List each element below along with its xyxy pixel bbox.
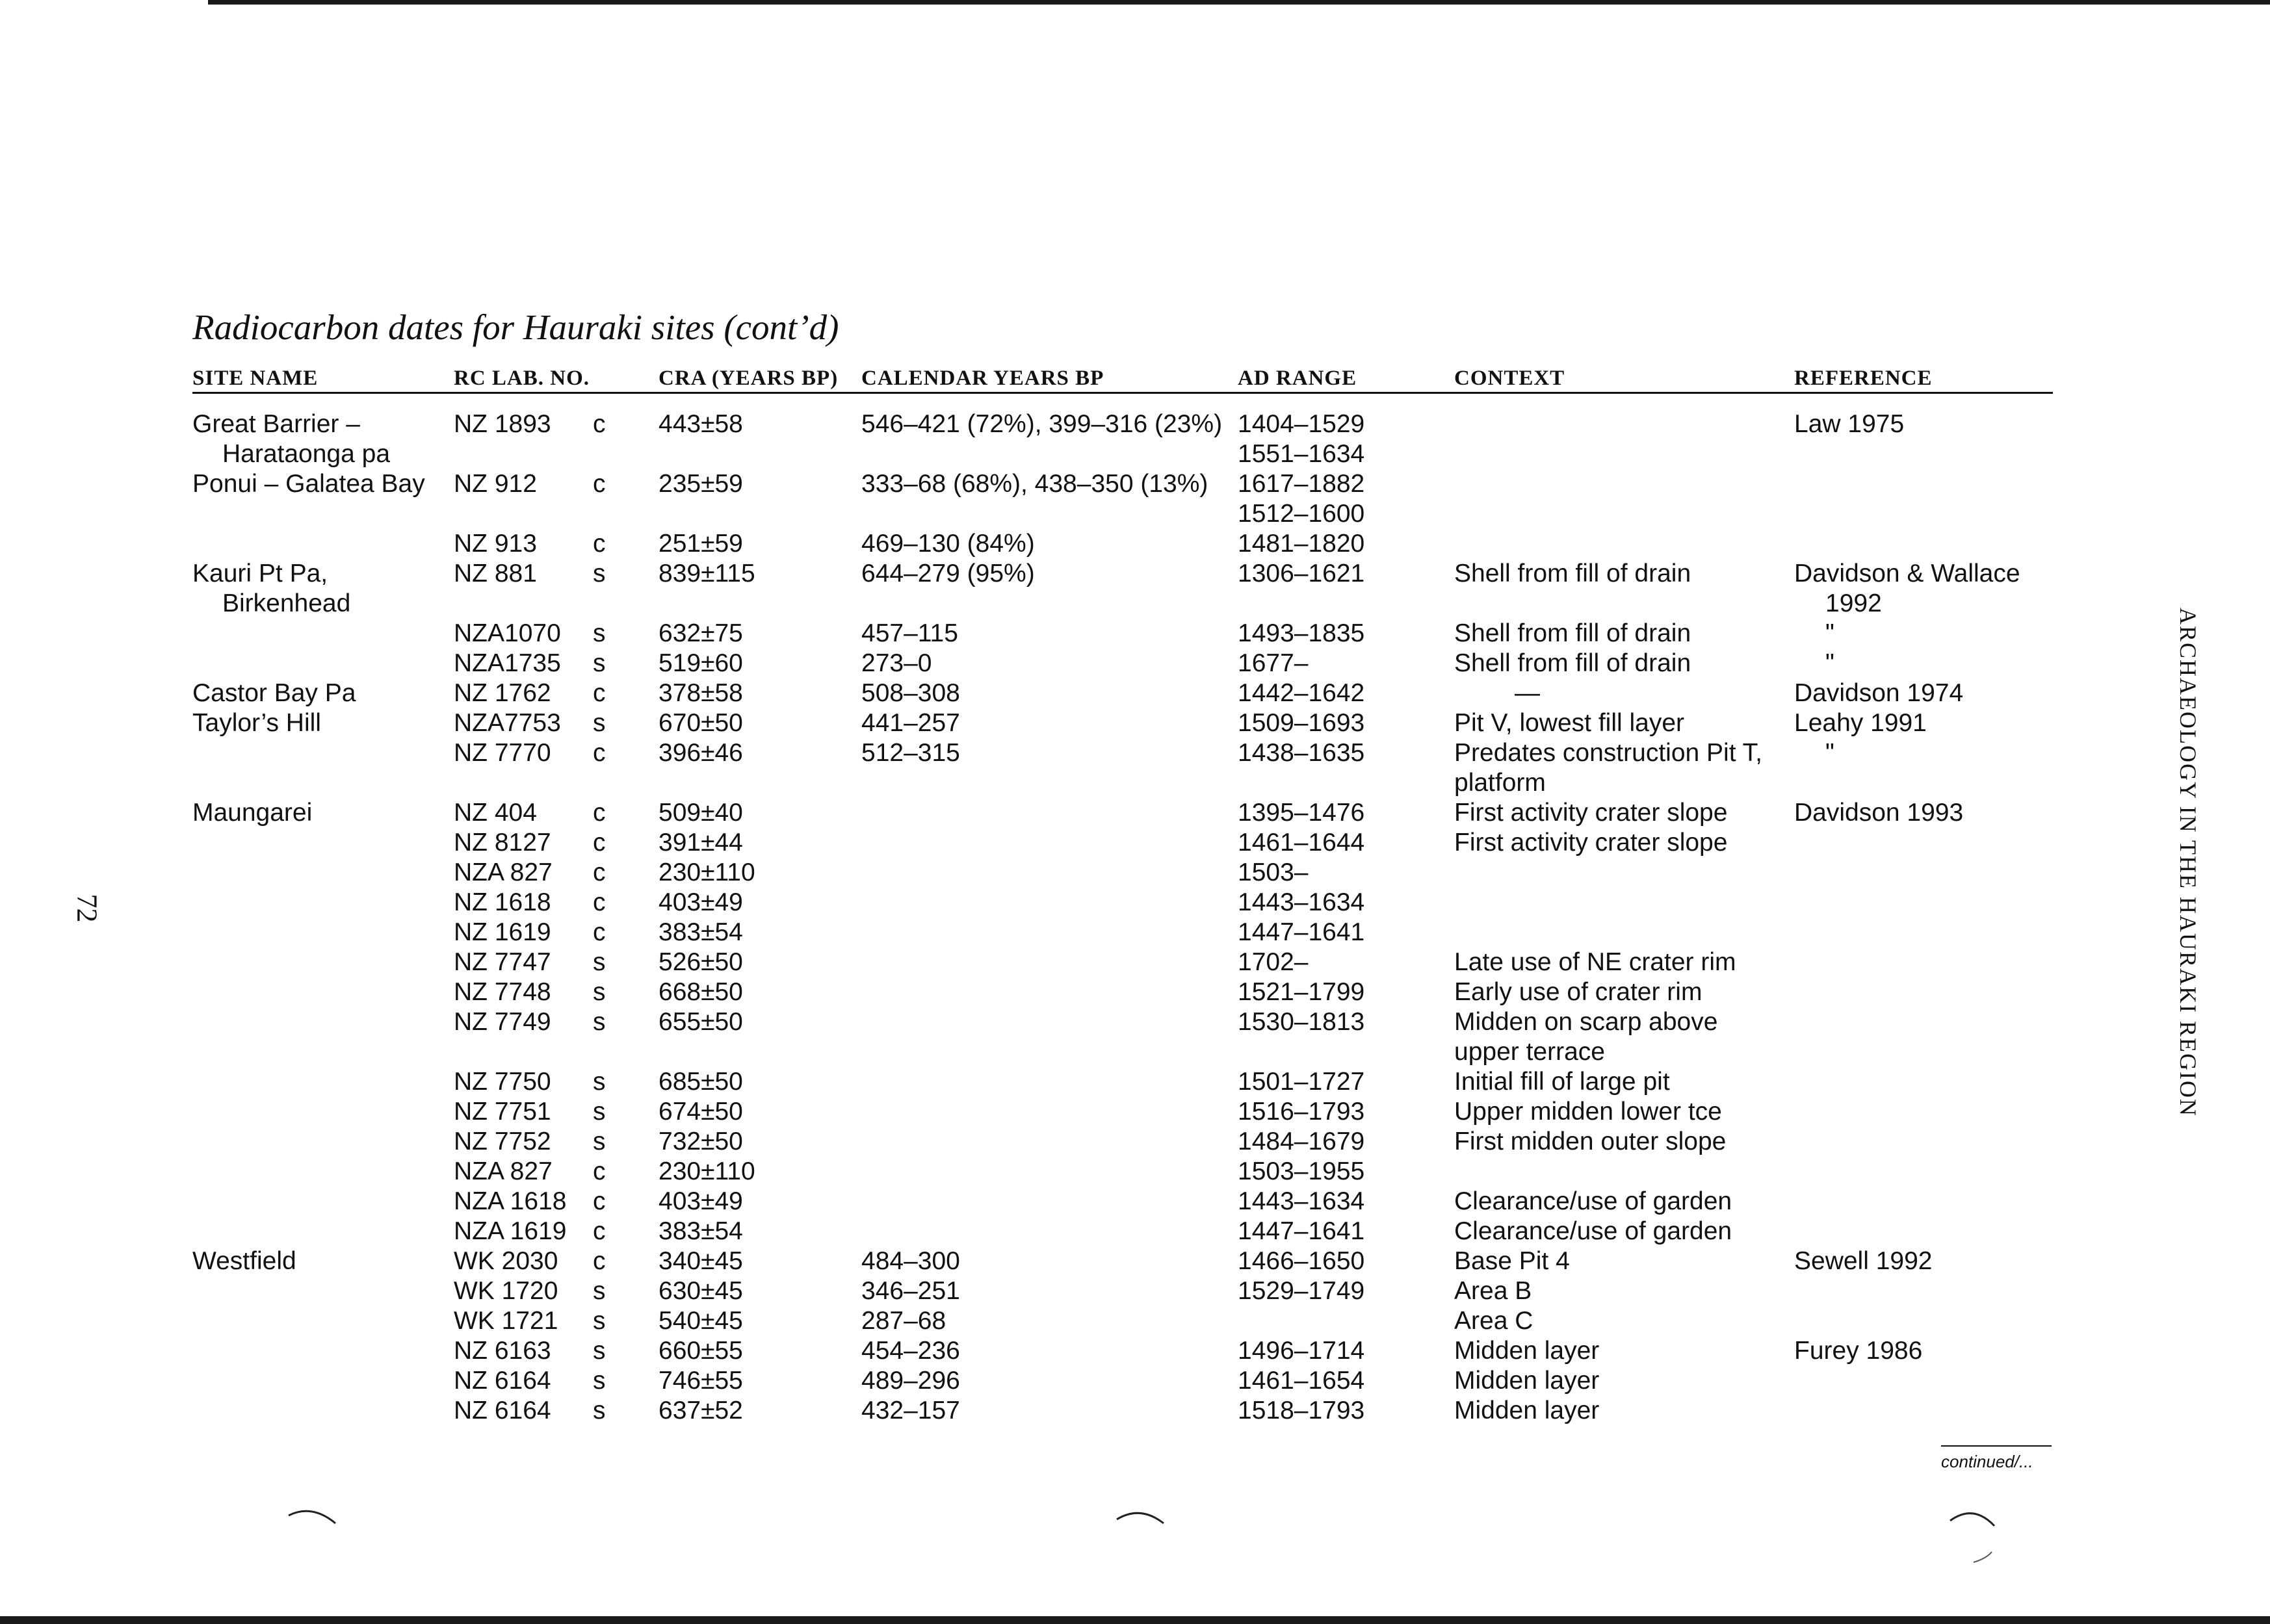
top-scan-border	[208, 0, 2270, 5]
rc-lab-no-cell: NZ 1619	[454, 918, 551, 946]
context-cell: upper terrace	[1454, 1038, 1605, 1066]
ad-range-cell: 1516–1793	[1238, 1098, 1365, 1126]
cra-cell: 637±52	[659, 1397, 743, 1424]
table-row	[0, 1336, 2270, 1366]
continued-note: continued/...	[1941, 1452, 2033, 1471]
ad-range-cell: 1530–1813	[1238, 1008, 1365, 1036]
ad-range-cell: 1481–1820	[1238, 530, 1365, 558]
scan-arc-mark-center	[1114, 1506, 1166, 1526]
table-row	[0, 678, 2270, 708]
cra-cell: 509±40	[659, 799, 743, 827]
ad-range-cell: 1518–1793	[1238, 1397, 1365, 1424]
rc-lab-no-cell: NZA7753	[454, 709, 561, 737]
cra-cell: 630±45	[659, 1277, 743, 1305]
rc-lab-no-cell: WK 2030	[454, 1247, 558, 1275]
site-name-cell: Maungarei	[192, 799, 313, 827]
ad-range-cell: 1551–1634	[1238, 440, 1365, 468]
table-row	[0, 708, 2270, 738]
sample-type-cell: c	[593, 918, 606, 946]
site-name-cell: Kauri Pt Pa,	[192, 560, 328, 587]
sample-type-cell: c	[593, 1247, 606, 1275]
context-cell: Midden layer	[1454, 1397, 1600, 1424]
context-cell: First activity crater slope	[1454, 829, 1728, 857]
cra-cell: 391±44	[659, 829, 743, 857]
rc-lab-no-cell: NZ 1893	[454, 410, 551, 438]
reference-cell: Leahy 1991	[1794, 709, 1927, 737]
sample-type-cell: s	[593, 619, 606, 647]
reference-cell: Sewell 1992	[1794, 1247, 1933, 1275]
site-name-cell: Great Barrier –	[192, 410, 360, 438]
table-row	[0, 1276, 2270, 1306]
sample-type-cell: c	[593, 799, 606, 827]
ad-range-cell: 1677–	[1238, 649, 1309, 677]
sample-type-cell: s	[593, 1008, 606, 1036]
cra-cell: 383±54	[659, 918, 743, 946]
ad-range-cell: 1443–1634	[1238, 888, 1365, 916]
cra-cell: 235±59	[659, 470, 743, 498]
table-row	[0, 1246, 2270, 1276]
rc-lab-no-cell: NZA 827	[454, 858, 553, 886]
column-header-calendar-years: CALENDAR YEARS BP	[861, 367, 1104, 390]
context-cell: Early use of crater rim	[1454, 978, 1702, 1006]
context-cell: Shell from fill of drain	[1454, 619, 1691, 647]
table-row	[0, 947, 2270, 977]
reference-cell: Furey 1986	[1794, 1337, 1923, 1365]
ad-range-cell: 1466–1650	[1238, 1247, 1365, 1275]
sample-type-cell: s	[593, 1068, 606, 1096]
rc-lab-no-cell: NZ 7752	[454, 1128, 551, 1155]
calendar-years-cell: 333–68 (68%), 438–350 (13%)	[861, 470, 1208, 498]
site-name-cell: Ponui – Galatea Bay	[192, 470, 425, 498]
table-row	[0, 1366, 2270, 1396]
context-cell: Area B	[1454, 1277, 1532, 1305]
sample-type-cell: s	[593, 1397, 606, 1424]
table-row	[0, 977, 2270, 1007]
cra-cell: 746±55	[659, 1367, 743, 1395]
rc-lab-no-cell: NZ 7770	[454, 739, 551, 767]
reference-cell: "	[1825, 649, 1834, 677]
table-title: Radiocarbon dates for Hauraki sites (cont’d)	[192, 307, 839, 347]
ad-range-cell: 1496–1714	[1238, 1337, 1365, 1365]
rc-lab-no-cell: NZ 912	[454, 470, 537, 498]
cra-cell: 668±50	[659, 978, 743, 1006]
ad-range-cell: 1447–1641	[1238, 1217, 1365, 1245]
reference-cell: "	[1825, 619, 1834, 647]
calendar-years-cell: 484–300	[861, 1247, 960, 1275]
continued-rule	[1941, 1445, 2052, 1447]
context-cell: First midden outer slope	[1454, 1128, 1727, 1155]
sample-type-cell: c	[593, 410, 606, 438]
cra-cell: 443±58	[659, 410, 743, 438]
cra-cell: 519±60	[659, 649, 743, 677]
rc-lab-no-cell: NZ 7749	[454, 1008, 551, 1036]
cra-cell: 540±45	[659, 1307, 743, 1335]
table-row	[0, 1217, 2270, 1246]
column-header-cra: CRA (YEARS BP)	[659, 367, 839, 390]
table-row	[0, 858, 2270, 888]
table-body	[0, 409, 2270, 1426]
column-header-rc-lab-no: RC LAB. NO.	[454, 367, 590, 390]
cra-cell: 230±110	[659, 1157, 755, 1185]
calendar-years-cell: 287–68	[861, 1307, 946, 1335]
calendar-years-cell: 644–279 (95%)	[861, 560, 1035, 587]
table-row	[0, 619, 2270, 649]
ad-range-cell: 1512–1600	[1238, 500, 1365, 528]
reference-cell: Davidson & Wallace	[1794, 560, 2020, 587]
context-cell: Clearance/use of garden	[1454, 1217, 1732, 1245]
sample-type-cell: s	[593, 1128, 606, 1155]
cra-cell: 383±54	[659, 1217, 743, 1245]
context-cell: Late use of NE crater rim	[1454, 948, 1736, 976]
rc-lab-no-cell: NZ 6163	[454, 1337, 551, 1365]
sample-type-cell: s	[593, 978, 606, 1006]
rc-lab-no-cell: NZ 6164	[454, 1367, 551, 1395]
ad-range-cell: 1442–1642	[1238, 679, 1365, 707]
cra-cell: 660±55	[659, 1337, 743, 1365]
cra-cell: 732±50	[659, 1128, 743, 1155]
calendar-years-cell: 441–257	[861, 709, 960, 737]
ad-range-cell: 1461–1644	[1238, 829, 1365, 857]
table-row	[0, 738, 2270, 768]
sample-type-cell: c	[593, 739, 606, 767]
rc-lab-no-cell: NZ 913	[454, 530, 537, 558]
table-row	[0, 1157, 2270, 1187]
column-header-ad-range: AD RANGE	[1238, 367, 1357, 390]
rc-lab-no-cell: NZ 1762	[454, 679, 551, 707]
reference-cell: Law 1975	[1794, 410, 1905, 438]
calendar-years-cell: 512–315	[861, 739, 960, 767]
ad-range-cell: 1306–1621	[1238, 560, 1365, 587]
ad-range-cell: 1438–1635	[1238, 739, 1365, 767]
rc-lab-no-cell: NZA 827	[454, 1157, 553, 1185]
calendar-years-cell: 489–296	[861, 1367, 960, 1395]
context-cell: Pit V, lowest fill layer	[1454, 709, 1685, 737]
calendar-years-cell: 457–115	[861, 619, 958, 647]
ad-range-cell: 1395–1476	[1238, 799, 1365, 827]
context-cell: Area C	[1454, 1307, 1533, 1335]
ad-range-cell: 1461–1654	[1238, 1367, 1365, 1395]
sample-type-cell: c	[593, 829, 606, 857]
table-row	[0, 469, 2270, 499]
sample-type-cell: c	[593, 530, 606, 558]
table-row	[0, 918, 2270, 947]
cra-cell: 674±50	[659, 1098, 743, 1126]
sample-type-cell: s	[593, 1098, 606, 1126]
ad-range-cell: 1447–1641	[1238, 918, 1365, 946]
scan-arc-mark-left	[286, 1506, 338, 1526]
context-cell: —	[1515, 679, 1540, 707]
cra-cell: 632±75	[659, 619, 743, 647]
context-cell: Shell from fill of drain	[1454, 649, 1691, 677]
calendar-years-cell: 546–421 (72%), 399–316 (23%)	[861, 410, 1223, 438]
sample-type-cell: c	[593, 679, 606, 707]
running-head: ARCHAEOLOGY IN THE HAURAKI REGION	[2175, 608, 2201, 1117]
site-name-cell: Birkenhead	[222, 589, 351, 617]
sample-type-cell: s	[593, 1277, 606, 1305]
rc-lab-no-cell: NZ 8127	[454, 829, 551, 857]
ad-range-cell: 1493–1835	[1238, 619, 1365, 647]
column-header-site-name: SITE NAME	[192, 367, 319, 390]
table-row	[0, 409, 2270, 439]
ad-range-cell: 1509–1693	[1238, 709, 1365, 737]
context-cell: Shell from fill of drain	[1454, 560, 1691, 587]
table-row	[0, 559, 2270, 589]
calendar-years-cell: 432–157	[861, 1397, 960, 1424]
sample-type-cell: s	[593, 948, 606, 976]
sample-type-cell: c	[593, 858, 606, 886]
page-number: 72	[71, 894, 103, 923]
calendar-years-cell: 273–0	[861, 649, 932, 677]
cra-cell: 670±50	[659, 709, 743, 737]
rc-lab-no-cell: NZ 7748	[454, 978, 551, 1006]
table-row	[0, 1127, 2270, 1157]
ad-range-cell: 1484–1679	[1238, 1128, 1365, 1155]
column-header-context: CONTEXT	[1454, 367, 1565, 390]
context-cell: Base Pit 4	[1454, 1247, 1570, 1275]
rc-lab-no-cell: NZA 1619	[454, 1217, 567, 1245]
sample-type-cell: c	[593, 1157, 606, 1185]
table-row	[0, 499, 2270, 529]
site-name-cell: Castor Bay Pa	[192, 679, 356, 707]
rc-lab-no-cell: NZA1735	[454, 649, 561, 677]
table-row	[0, 1067, 2270, 1097]
rc-lab-no-cell: WK 1721	[454, 1307, 558, 1335]
context-cell: Midden layer	[1454, 1367, 1600, 1395]
rc-lab-no-cell: NZ 7751	[454, 1098, 551, 1126]
ad-range-cell: 1501–1727	[1238, 1068, 1365, 1096]
table-row	[0, 589, 2270, 619]
table-row	[0, 768, 2270, 798]
table-row	[0, 1007, 2270, 1037]
ad-range-cell: 1443–1634	[1238, 1187, 1365, 1215]
rc-lab-no-cell: NZ 1618	[454, 888, 551, 916]
table-row	[0, 1396, 2270, 1426]
cra-cell: 378±58	[659, 679, 743, 707]
table-row	[0, 888, 2270, 918]
cra-cell: 685±50	[659, 1068, 743, 1096]
ad-range-cell: 1404–1529	[1238, 410, 1365, 438]
context-cell: First activity crater slope	[1454, 799, 1728, 827]
context-cell: Midden layer	[1454, 1337, 1600, 1365]
cra-cell: 340±45	[659, 1247, 743, 1275]
cra-cell: 403±49	[659, 1187, 743, 1215]
table-row	[0, 649, 2270, 678]
rc-lab-no-cell: NZ 7750	[454, 1068, 551, 1096]
calendar-years-cell: 469–130 (84%)	[861, 530, 1035, 558]
context-cell: Upper midden lower tce	[1454, 1098, 1722, 1126]
ad-range-cell: 1503–	[1238, 858, 1309, 886]
bottom-scan-border	[0, 1616, 2270, 1624]
sample-type-cell: c	[593, 888, 606, 916]
calendar-years-cell: 346–251	[861, 1277, 960, 1305]
site-name-cell: Taylor’s Hill	[192, 709, 321, 737]
table-row	[0, 1306, 2270, 1336]
calendar-years-cell: 454–236	[861, 1337, 960, 1365]
reference-cell: 1992	[1825, 589, 1882, 617]
ad-range-cell: 1503–1955	[1238, 1157, 1365, 1185]
sample-type-cell: s	[593, 1367, 606, 1395]
calendar-years-cell: 508–308	[861, 679, 960, 707]
site-name-cell: Westfield	[192, 1247, 296, 1275]
column-header-reference: REFERENCE	[1794, 367, 1933, 390]
sample-type-cell: s	[593, 649, 606, 677]
table-row	[0, 1187, 2270, 1217]
cra-cell: 396±46	[659, 739, 743, 767]
cra-cell: 403±49	[659, 888, 743, 916]
header-rule	[192, 392, 2053, 394]
table-row	[0, 828, 2270, 858]
reference-cell: Davidson 1974	[1794, 679, 1964, 707]
context-cell: platform	[1454, 769, 1546, 797]
sample-type-cell: c	[593, 1187, 606, 1215]
sample-type-cell: c	[593, 470, 606, 498]
scan-arc-mark-right	[1948, 1506, 2000, 1565]
rc-lab-no-cell: NZA 1618	[454, 1187, 567, 1215]
ad-range-cell: 1529–1749	[1238, 1277, 1365, 1305]
sample-type-cell: s	[593, 1307, 606, 1335]
table-row	[0, 1037, 2270, 1067]
context-cell: Predates construction Pit T,	[1454, 739, 1763, 767]
context-cell: Midden on scarp above	[1454, 1008, 1718, 1036]
table-row	[0, 1097, 2270, 1127]
table-row	[0, 439, 2270, 469]
sample-type-cell: c	[593, 1217, 606, 1245]
sample-type-cell: s	[593, 709, 606, 737]
rc-lab-no-cell: NZ 7747	[454, 948, 551, 976]
reference-cell: "	[1825, 739, 1834, 767]
context-cell: Initial fill of large pit	[1454, 1068, 1670, 1096]
ad-range-cell: 1521–1799	[1238, 978, 1365, 1006]
table-row	[0, 798, 2270, 828]
cra-cell: 839±115	[659, 560, 755, 587]
ad-range-cell: 1617–1882	[1238, 470, 1365, 498]
reference-cell: Davidson 1993	[1794, 799, 1964, 827]
table-row	[0, 529, 2270, 559]
rc-lab-no-cell: NZ 404	[454, 799, 537, 827]
sample-type-cell: s	[593, 1337, 606, 1365]
context-cell: Clearance/use of garden	[1454, 1187, 1732, 1215]
rc-lab-no-cell: WK 1720	[454, 1277, 558, 1305]
cra-cell: 526±50	[659, 948, 743, 976]
rc-lab-no-cell: NZA1070	[454, 619, 561, 647]
cra-cell: 655±50	[659, 1008, 743, 1036]
site-name-cell: Harataonga pa	[222, 440, 391, 468]
cra-cell: 251±59	[659, 530, 743, 558]
ad-range-cell: 1702–	[1238, 948, 1309, 976]
rc-lab-no-cell: NZ 6164	[454, 1397, 551, 1424]
rc-lab-no-cell: NZ 881	[454, 560, 537, 587]
cra-cell: 230±110	[659, 858, 755, 886]
sample-type-cell: s	[593, 560, 606, 587]
